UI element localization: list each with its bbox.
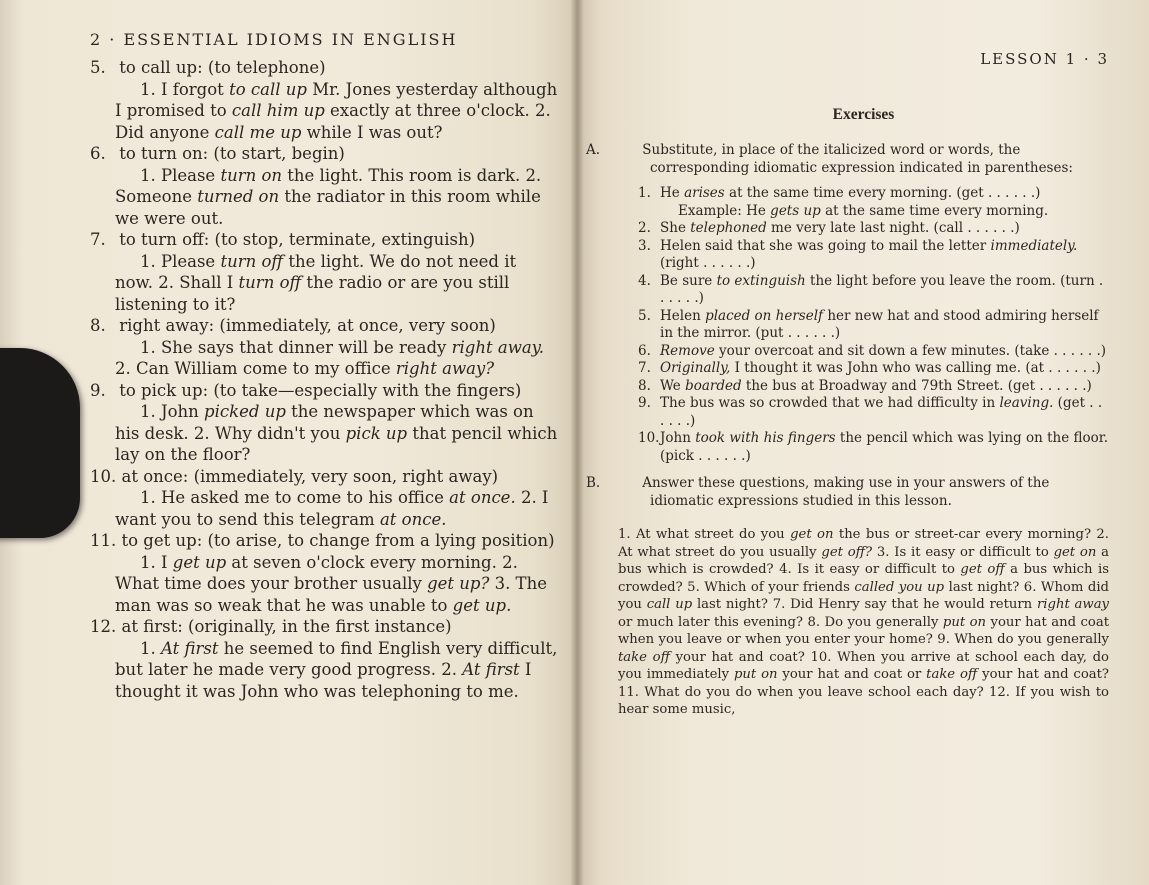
idiom-number: 8.	[90, 316, 106, 335]
idiom-examples	[90, 401, 558, 466]
idiom-phrase: boarded	[685, 377, 742, 394]
section-b-questions	[618, 526, 1109, 719]
left-running-head: 2 · ESSENTIAL IDIOMS IN ENGLISH	[90, 30, 458, 49]
text-run: while I was out?	[301, 122, 443, 142]
idiom-entry	[90, 229, 558, 315]
idiom-number: 5.	[90, 58, 106, 77]
idiom-examples	[90, 165, 558, 230]
item-number: 3.	[638, 237, 651, 254]
idiom-examples	[90, 79, 558, 144]
text-run: your hat and coat or	[777, 667, 927, 682]
idiom-phrase: turned on	[197, 187, 280, 206]
text-run: 1. She says that dinner will be ready	[140, 337, 452, 357]
idiom-phrase: leaving.	[999, 395, 1054, 411]
idiom-phrase: right away?	[395, 359, 495, 378]
idiom-entry	[90, 466, 558, 531]
section-a-text: Substitute, in place of the italicized word or words, the corresponding idiomatic expression indicated in parentheses:	[642, 142, 1073, 176]
text-run: me very late last night. (call . . . . . .)	[766, 220, 1020, 236]
idiom-heading	[90, 315, 558, 337]
idiom-phrase: pick up	[345, 423, 408, 443]
idiom-phrase: call up	[646, 597, 693, 612]
idiom-heading	[90, 616, 558, 638]
text-run: She	[660, 220, 691, 236]
example-line	[618, 203, 1109, 221]
exercise-item	[618, 378, 1109, 396]
text-run: your hat and coat? 11. What do you do when you leave school each day? 12. If you wish to hear some music,	[618, 667, 1109, 717]
idiom-phrase: get on	[1053, 544, 1097, 560]
idiom-examples	[90, 337, 558, 380]
text-run: 3. The man was so weak that he was unable to	[115, 574, 547, 615]
idiom-phrase: call up	[250, 79, 307, 99]
text-run: John	[660, 430, 696, 446]
text-run: the radio or are you still listening to it?	[115, 273, 510, 314]
text-run: 1. I forgot	[140, 79, 230, 99]
idiom-number: 11.	[90, 531, 117, 550]
idiom-phrase: arises	[684, 185, 725, 201]
idiom-heading	[90, 143, 558, 165]
idiom-phrase: Originally,	[660, 360, 731, 376]
text-run: 2. Can William come to my office	[115, 359, 396, 378]
idiom-phrase: get on	[790, 527, 834, 542]
idiom-definition: to turn off: (to stop, terminate, extinguish)	[114, 230, 476, 249]
idiom-definition: to pick up: (to take—especially with the fingers)	[114, 380, 522, 400]
idiom-examples	[90, 552, 558, 617]
item-number: 10.	[638, 430, 660, 446]
idiom-entry	[90, 380, 558, 466]
text-run: 1.	[140, 638, 161, 658]
section-b	[586, 475, 1110, 719]
exercise-item	[618, 220, 1109, 238]
text-run: The bus was so crowded that we had difficulty in	[660, 395, 1000, 411]
section-b-label: B.	[586, 475, 601, 491]
idiom-phrase: get up?	[427, 574, 490, 593]
idiom-heading	[90, 530, 558, 552]
text-run: your hat and coat? 10. When you arrive at school each day, do you immediately	[618, 649, 1109, 682]
text-run: 1. I	[140, 552, 173, 572]
idiom-definition: to turn on: (to start, begin)	[114, 144, 345, 163]
exercise-item	[618, 395, 1109, 430]
item-number: 5.	[638, 307, 651, 324]
idiom-examples	[90, 638, 558, 703]
exercise-item	[618, 430, 1109, 465]
text-run: or much later this evening? 8. Do you generally	[618, 614, 943, 630]
idiom-entry	[90, 57, 558, 143]
idiom-phrase: called you up	[854, 579, 945, 595]
text-run: the light. This room is dark. 2. Someone	[115, 165, 542, 206]
idiom-phrase: turn off	[220, 251, 284, 271]
idiom-number: 12.	[90, 617, 117, 636]
idiom-examples	[90, 251, 558, 316]
text-run: a bus which is crowded? 5. Which of your friends	[618, 562, 1109, 595]
text-run: the radiator in this room while we were out.	[115, 187, 541, 228]
text-run: 1. He asked me to come to his office	[140, 488, 450, 507]
idiom-list	[90, 57, 558, 702]
text-run: your overcoat and sit down a few minutes. (take . . . . . .)	[714, 342, 1107, 359]
idiom-phrase: put on	[733, 667, 778, 682]
text-run: your hat and coat when you leave or when you enter your home? 9. When do you generally	[618, 614, 1110, 647]
idiom-phrase: Remove	[660, 342, 715, 359]
text-run: 1. John	[140, 402, 205, 421]
exercise-item	[618, 360, 1109, 378]
text-run: that pencil which lay on the floor?	[115, 423, 558, 464]
idiom-phrase: get up	[172, 552, 227, 572]
text-run: to	[229, 79, 251, 99]
section-a-items	[618, 185, 1109, 465]
idiom-definition: to get up: (to arise, to change from a lying position)	[116, 531, 555, 550]
section-b-text: Answer these questions, making use in your answers of the idiomatic expressions studied in this lesson.	[642, 475, 1050, 509]
idiom-phrase: get off?	[821, 544, 873, 560]
idiom-phrase: turn on	[220, 165, 283, 185]
idiom-phrase: at once.	[449, 488, 516, 507]
idiom-number: 9.	[90, 380, 106, 400]
idiom-phrase: to extinguish	[716, 272, 806, 289]
idiom-number: 10.	[90, 466, 117, 486]
text-run: I thought it was John who was telephoning to me.	[115, 660, 532, 701]
idiom-examples	[90, 487, 558, 530]
text-run: I thought it was John who was calling me. (at . . . . . .)	[730, 360, 1101, 376]
idiom-entry	[90, 143, 558, 229]
idiom-entry	[90, 315, 558, 380]
section-a	[586, 142, 1109, 465]
text-run: Helen said that she was going to mail the letter	[660, 237, 991, 254]
idiom-phrase: get off	[960, 562, 1005, 577]
text-run: Example: He	[678, 202, 771, 219]
item-number: 1.	[638, 185, 651, 201]
text-run: He	[660, 185, 685, 201]
text-run: the light. We do not need it now. 2. Shall I	[115, 251, 517, 292]
idiom-definition: to call up: (to telephone)	[114, 58, 326, 77]
idiom-definition: at first: (originally, in the first instance)	[116, 617, 452, 636]
idiom-definition: at once: (immediately, very soon, right away)	[116, 466, 499, 486]
section-a-label: A.	[586, 142, 601, 158]
section-b-instruction	[586, 475, 1109, 510]
text-run: (get . . . . . .)	[660, 395, 1103, 429]
text-run: last night? 7. Did Henry say that he would return	[692, 597, 1037, 612]
right-running-head: LESSON 1 · 3	[980, 50, 1109, 68]
idiom-phrase: at once.	[379, 509, 447, 529]
idiom-phrase	[229, 80, 251, 99]
item-number: 2.	[638, 220, 651, 236]
idiom-heading	[90, 380, 558, 402]
text-run: 1. Please	[140, 251, 221, 271]
idiom-phrase: picked up	[204, 402, 286, 421]
exercise-item	[618, 238, 1109, 273]
idiom-phrase: turn off	[238, 273, 302, 292]
text-run: the newspaper which was on his desk. 2. Why didn't you	[115, 402, 534, 443]
item-number: 7.	[638, 360, 651, 376]
idiom-phrase: take off	[618, 649, 670, 665]
text-run: at the same time every morning.	[820, 202, 1049, 219]
text-run: Be sure	[660, 272, 717, 289]
text-run: her new hat and stood admiring herself in the mirror. (put . . . . . .)	[660, 307, 1099, 341]
text-run: last night? 6. Whom did you	[618, 579, 1109, 612]
text-run: he seemed to find English very difficult, but later he made very good progress. 2.	[115, 638, 558, 679]
exercise-item	[618, 273, 1109, 308]
binder-clip	[0, 348, 80, 538]
idiom-phrase: took with his fingers	[695, 430, 836, 446]
exercises-title: Exercises	[832, 106, 895, 123]
text-run: at seven o'clock every morning. 2. What time does your brother usually	[115, 552, 518, 593]
text-run: a bus which is crowded? 4. Is it easy or difficult to	[618, 544, 1110, 577]
right-page	[578, 0, 1149, 885]
idiom-phrase: call him up	[231, 101, 325, 120]
idiom-heading	[90, 229, 558, 251]
text-run: 2. I want you to send this telegram	[115, 488, 549, 529]
text-run: the pencil which was lying on the floor. (pick . . . . . .)	[660, 430, 1108, 464]
idiom-phrase: get up.	[452, 595, 512, 615]
idiom-phrase: take off	[926, 667, 978, 682]
text-run: 1. At what street do you	[618, 527, 791, 542]
idiom-number: 6.	[90, 144, 106, 163]
idiom-phrase: call me up	[214, 122, 302, 142]
idiom-phrase: gets up	[770, 202, 821, 219]
text-run: the bus at Broadway and 79th Street. (get . . . . . .)	[741, 377, 1092, 394]
idiom-heading	[90, 466, 558, 488]
idiom-entry	[90, 616, 558, 702]
exercise-item	[618, 308, 1109, 343]
idiom-phrase: placed on herself	[705, 307, 824, 324]
text-run: Helen	[660, 307, 706, 324]
idiom-phrase: telephoned	[690, 220, 767, 236]
exercise-item	[618, 343, 1109, 361]
idiom-phrase: At first	[462, 660, 520, 679]
idiom-entry	[90, 530, 558, 616]
idiom-heading	[90, 57, 558, 79]
text-run: (right . . . . . .)	[660, 255, 756, 271]
item-number: 6.	[638, 342, 651, 359]
idiom-definition: right away: (immediately, at once, very soon)	[114, 316, 496, 335]
text-run: We	[660, 377, 686, 394]
text-run: 3. Is it easy or difficult to	[872, 544, 1054, 560]
idiom-phrase: right away	[1036, 597, 1110, 612]
text-run: the light before you leave the room. (turn . . . . . .)	[660, 272, 1104, 306]
section-a-instruction	[586, 142, 1109, 177]
idiom-phrase: At first	[161, 638, 219, 658]
idiom-phrase: immediately.	[990, 237, 1078, 254]
exercise-item	[618, 185, 1109, 203]
item-number: 9.	[638, 395, 651, 411]
text-run: at the same time every morning. (get . . . . . .)	[724, 185, 1041, 201]
text-run: the bus or street-car every morning? 2. At what street do you usually	[618, 527, 1110, 560]
idiom-number: 7.	[90, 230, 106, 249]
item-number: 4.	[638, 272, 651, 289]
text-run: 1. Please	[140, 165, 221, 185]
item-number: 8.	[638, 377, 651, 394]
text-run: Mr. Jones yesterday although I promised to	[115, 79, 558, 120]
text-run: exactly at three o'clock. 2. Did anyone	[115, 101, 551, 142]
book-gutter	[570, 0, 584, 885]
idiom-phrase: put on	[942, 614, 987, 630]
idiom-phrase: right away.	[451, 337, 545, 357]
